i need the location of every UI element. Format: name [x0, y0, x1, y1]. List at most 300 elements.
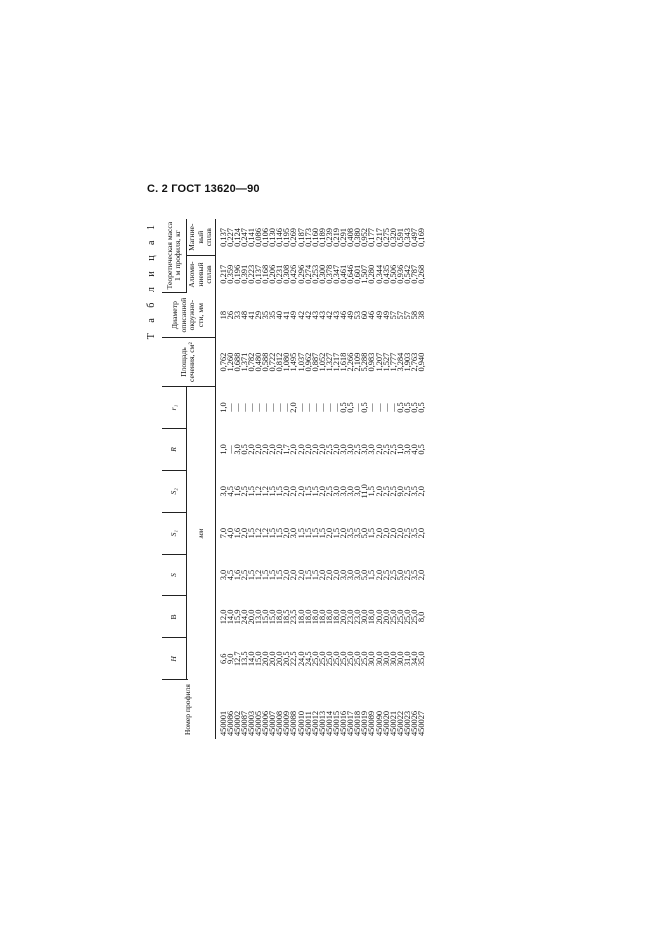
table-title: Т а б л и ц а 1: [146, 221, 157, 340]
cell-S: 3,0: [339, 569, 349, 581]
cell-magnesium: 0,227: [225, 228, 235, 247]
cell-aluminum: 0,435: [381, 264, 391, 284]
cell-H: 30,0: [395, 651, 405, 667]
cell-area: 0,940: [417, 352, 427, 372]
cell-S2: 2,0: [296, 486, 306, 497]
cell-S2: 2,5: [239, 486, 249, 497]
cell-S: 3,5: [410, 569, 420, 581]
cell-diameter: 58: [410, 310, 420, 320]
cell-diameter: 57: [402, 310, 412, 320]
cell-S2: 2,5: [402, 486, 412, 497]
cell-R: 3,0: [367, 444, 377, 455]
cell-H: 14,0: [246, 651, 256, 667]
cell-S2: 2,0: [417, 486, 427, 497]
cell-aluminum: 0,206: [268, 264, 278, 284]
cell-S1: 3,5: [410, 527, 420, 539]
cell-diameter: 48: [239, 310, 249, 320]
cell-R: 2,0: [253, 444, 263, 455]
cell-diameter: 42: [296, 310, 306, 320]
cell-R: —: [225, 445, 235, 454]
cell-B: 23,5: [289, 609, 299, 625]
cell-area: 0,688: [232, 352, 242, 372]
cell-S: 2,0: [324, 569, 334, 581]
cell-aluminum: 0,936: [395, 264, 405, 284]
cell-r1: —: [225, 403, 235, 412]
cell-S: 1,5: [261, 569, 271, 581]
cell-aluminum: 0,787: [410, 264, 420, 284]
cell-R: 2,0: [275, 444, 285, 455]
cell-S: 1,2: [253, 569, 263, 581]
cell-H: 25,0: [346, 651, 356, 667]
cell-r1: —: [310, 403, 320, 412]
cell-aluminum: 0,601: [353, 264, 363, 284]
cell-area: 0,782: [246, 352, 256, 372]
cell-H: 20,0: [268, 651, 278, 667]
cell-aluminum: 0,344: [374, 264, 384, 284]
cell-r1: —: [282, 403, 292, 412]
cell-B: 18,0: [296, 609, 306, 625]
cell-R: 1,0: [218, 444, 228, 455]
cell-H: 25,0: [332, 651, 341, 667]
cell-R: 3,0: [360, 444, 370, 455]
cell-r1: 0,5: [417, 402, 427, 413]
cell-number: 450011: [303, 711, 313, 736]
cell-B: 18,0: [317, 609, 327, 625]
cell-area: 0,962: [303, 352, 313, 372]
cell-H: 30,0: [374, 651, 384, 667]
cell-magnesium: 0,219: [332, 228, 341, 247]
cell-S2: 9,0: [395, 486, 405, 497]
cell-H: 30,0: [381, 651, 391, 667]
cell-H: 20,0: [261, 651, 271, 667]
table-row: [418, 219, 425, 739]
cell-B: 23,0: [353, 609, 363, 625]
cell-S1: 2,0: [374, 527, 384, 539]
cell-S1: 1,5: [332, 527, 341, 539]
cell-diameter: 49: [346, 310, 356, 320]
cell-B: 18,0: [367, 609, 377, 625]
cell-area: 3,284: [395, 352, 405, 372]
cell-r1: —: [303, 403, 313, 412]
cell-diameter: 42: [324, 310, 334, 320]
cell-B: 18,0: [310, 609, 320, 625]
cell-H: 34,0: [410, 651, 420, 667]
cell-magnesium: 0,106: [261, 228, 271, 247]
cell-S1: 2,0: [282, 527, 292, 539]
cell-B: 30,0: [360, 609, 370, 625]
cell-S: 1,5: [246, 569, 256, 581]
cell-S1: 2,0: [417, 527, 427, 539]
cell-S2: 4,5: [225, 486, 235, 497]
cell-S: 2,0: [282, 569, 292, 581]
cell-S2: 2,5: [381, 486, 391, 497]
rotated-table-content: [146, 219, 516, 739]
cell-H: 12,7: [232, 651, 242, 667]
cell-magnesium: 0,189: [317, 228, 327, 247]
cell-diameter: 43: [332, 310, 341, 320]
cell-aluminum: 0,168: [261, 264, 271, 284]
header-aluminum: Алюми-ниевый сплав: [187, 256, 216, 293]
cell-B: 13,0: [253, 609, 263, 625]
cell-number: 450010: [296, 710, 306, 736]
cell-R: 2,0: [261, 444, 271, 455]
cell-S: 2,5: [388, 569, 398, 581]
cell-magnesium: 0,497: [410, 228, 420, 247]
cell-number: 450008: [275, 710, 285, 736]
cell-H: 25,0: [353, 651, 363, 667]
cell-number: 450006: [261, 710, 271, 736]
cell-magnesium: 0,124: [232, 228, 242, 247]
cell-r1: —: [253, 403, 263, 412]
cell-number: 450020: [381, 710, 391, 736]
cell-diameter: 40: [275, 310, 285, 320]
cell-diameter: 46: [339, 310, 349, 320]
cell-r1: —: [261, 403, 271, 412]
cell-S: 2,0: [296, 569, 306, 581]
cell-S2: 3,0: [339, 486, 349, 497]
cell-magnesium: 0,247: [239, 228, 249, 247]
cell-magnesium: 0,320: [388, 228, 398, 247]
cell-number: 450009: [282, 710, 292, 736]
cell-S2: 3,0: [353, 486, 363, 497]
cell-aluminum: 0,426: [289, 264, 299, 284]
cell-S: 2,0: [374, 569, 384, 581]
cell-S2: 3,0: [332, 486, 341, 497]
cell-r1: —: [246, 403, 256, 412]
cell-S1: 2,0: [381, 527, 391, 539]
cell-area: 1,260: [225, 352, 235, 372]
cell-magnesium: 0,591: [395, 228, 405, 247]
cell-R: 4,0: [410, 444, 420, 455]
cell-H: 13,5: [239, 651, 249, 667]
cell-H: 20,0: [275, 651, 285, 667]
cell-S2: 1,2: [261, 486, 271, 497]
table-body: [215, 219, 425, 739]
header-R: R: [162, 429, 187, 471]
cell-aluminum: 0,300: [317, 264, 327, 284]
cell-area: 5,288: [360, 352, 370, 372]
cell-magnesium: 0,343: [402, 228, 412, 247]
cell-diameter: 57: [388, 310, 398, 320]
cell-r1: —: [296, 403, 306, 412]
cell-number: 450014: [324, 710, 334, 736]
cell-magnesium: 0,169: [417, 228, 427, 247]
cell-r1: —: [275, 403, 285, 412]
cell-B: 14,0: [225, 609, 235, 625]
cell-S1: 3,0: [289, 527, 299, 539]
cell-r1: —: [381, 403, 391, 412]
cell-aluminum: 0,646: [346, 264, 356, 284]
cell-R: 3,0: [232, 444, 242, 455]
cell-S1: 1,2: [253, 527, 263, 539]
cell-area: 1,207: [374, 352, 384, 372]
cell-r1: 0,5: [360, 402, 370, 413]
cell-magnesium: 0,291: [339, 228, 349, 247]
cell-R: 2,5: [324, 444, 334, 455]
cell-B: 20,0: [339, 609, 349, 625]
cell-S1: 2,0: [395, 527, 405, 539]
cell-number: 450015: [332, 710, 341, 736]
cell-H: 31,0: [402, 651, 412, 667]
profile-table: [162, 219, 425, 739]
cell-number: 450089: [367, 710, 377, 736]
cell-aluminum: 0,280: [367, 264, 377, 284]
cell-B: 20,0: [381, 609, 391, 625]
cell-S: 2,0: [317, 569, 327, 581]
header-diameter: Диаметр описанной окружно-сти, мм: [162, 293, 215, 338]
cell-S1: 1,5: [296, 527, 306, 539]
header-magnesium: Магние-вый сплав: [187, 219, 216, 256]
cell-number: 450001: [218, 710, 228, 736]
cell-magnesium: 0,195: [282, 228, 292, 247]
cell-S1: 2,0: [239, 527, 249, 539]
cell-aluminum: 1,507: [360, 264, 370, 284]
cell-S: 2,5: [239, 569, 249, 581]
cell-r1: —: [374, 403, 384, 412]
cell-number: 450023: [402, 710, 412, 736]
cell-aluminum: 0,308: [282, 264, 292, 284]
cell-diameter: 35: [261, 310, 271, 320]
cell-aluminum: 0,196: [232, 264, 242, 284]
cell-r1: 0,5: [402, 402, 412, 413]
cell-diameter: 49: [289, 310, 299, 320]
cell-number: 450027: [417, 710, 427, 736]
cell-area: 0,762: [218, 352, 228, 372]
cell-H: 6,6: [218, 653, 228, 665]
cell-number: 450022: [395, 710, 405, 736]
cell-aluminum: 0,347: [332, 264, 341, 284]
cell-diameter: 53: [353, 310, 363, 320]
cell-H: 24,0: [296, 651, 306, 667]
cell-S2: 2,0: [317, 486, 327, 497]
cell-S2: 2,0: [374, 486, 384, 497]
cell-B: 20,0: [246, 609, 256, 625]
cell-S1: 1,5: [275, 527, 285, 539]
cell-number: 450026: [410, 710, 420, 736]
cell-aluminum: 0,274: [303, 264, 313, 284]
cell-diameter: 33: [232, 310, 242, 320]
cell-magnesium: 0,275: [381, 228, 391, 247]
cell-S: 1,5: [367, 569, 377, 581]
cell-r1: —: [324, 403, 334, 412]
cell-S: 1,5: [275, 569, 285, 581]
cell-B: 8,0: [417, 611, 427, 623]
cell-magnesium: 0,160: [310, 228, 320, 247]
cell-R: 2,5: [381, 444, 391, 455]
cell-H: 25,0: [339, 651, 349, 667]
cell-diameter: 60: [360, 310, 370, 320]
cell-R: 3,0: [346, 444, 356, 455]
cell-number: 450090: [374, 710, 384, 736]
cell-S2: 1,6: [232, 486, 242, 497]
cell-area: 1,217: [332, 352, 341, 372]
cell-diameter: 38: [417, 310, 427, 320]
cell-area: 2,109: [353, 352, 363, 372]
cell-magnesium: 0,146: [275, 228, 285, 247]
cell-aluminum: 0,253: [310, 264, 320, 284]
cell-diameter: 49: [374, 310, 384, 320]
header-unit-mm: мм: [187, 387, 216, 680]
cell-R: 2,5: [353, 444, 363, 455]
cell-S: 2,0: [417, 569, 427, 581]
cell-number: 450087: [239, 710, 249, 736]
cell-S1: 5,0: [360, 527, 370, 539]
cell-B: 18,5: [282, 609, 292, 625]
cell-area: 1,903: [402, 352, 412, 372]
cell-number: 450017: [346, 710, 356, 736]
cell-B: 18,0: [303, 609, 313, 625]
cell-aluminum: 0,461: [339, 264, 349, 284]
cell-S2: 1,5: [310, 486, 320, 497]
header-number: Номер профиля: [162, 680, 215, 739]
page-header: С. 2 ГОСТ 13620—90: [147, 183, 260, 195]
cell-r1: 0,5: [339, 402, 349, 413]
cell-aluminum: 0,223: [246, 264, 256, 284]
cell-S1: 3,5: [346, 527, 356, 539]
cell-aluminum: 0,378: [324, 264, 334, 284]
header-S: S: [162, 554, 187, 596]
cell-number: 450088: [289, 710, 299, 736]
cell-aluminum: 0,506: [388, 264, 398, 284]
cell-S: 2,0: [332, 569, 341, 581]
cell-H: 25,0: [310, 651, 320, 667]
cell-R: 2,5: [388, 444, 398, 455]
header-S2: S₂: [162, 470, 187, 512]
cell-magnesium: 0,086: [253, 228, 263, 247]
cell-number: 450003: [246, 710, 256, 736]
cell-S2: 11,0: [360, 484, 370, 499]
cell-S2: 3,0: [346, 486, 356, 497]
cell-magnesium: 0,130: [268, 228, 278, 247]
header-area: Площадь сечения, см²: [162, 338, 215, 387]
cell-R: 2,0: [310, 444, 320, 455]
cell-R: 1,0: [395, 444, 405, 455]
cell-aluminum: 0,217: [218, 264, 228, 284]
cell-R: 2,0: [317, 444, 327, 455]
cell-B: 18,0: [324, 609, 334, 625]
cell-S2: 2,0: [282, 486, 292, 497]
cell-H: 24,5: [303, 651, 313, 667]
cell-r1: 1,0: [218, 402, 228, 413]
cell-diameter: 57: [395, 310, 405, 320]
cell-B: 25,0: [410, 609, 420, 625]
cell-B: 18,0: [332, 609, 341, 625]
cell-S: 1,5: [310, 569, 320, 581]
cell-R: 2,0: [374, 444, 384, 455]
cell-S2: 1,5: [303, 486, 313, 497]
cell-aluminum: 0,542: [402, 264, 412, 284]
cell-area: 1,037: [296, 352, 306, 372]
cell-area: 1,527: [381, 352, 391, 372]
cell-number: 450019: [360, 710, 370, 736]
cell-S: 3,0: [346, 569, 356, 581]
cell-B: 25,0: [402, 609, 412, 625]
cell-S1: 1,2: [261, 527, 271, 539]
cell-diameter: 43: [310, 310, 320, 320]
cell-magnesium: 0,137: [218, 228, 228, 247]
cell-magnesium: 0,952: [360, 228, 370, 247]
cell-aluminum: 0,231: [275, 264, 285, 284]
cell-H: 30,0: [367, 651, 377, 667]
cell-diameter: 49: [381, 310, 391, 320]
cell-r1: —: [367, 403, 377, 412]
cell-B: 18,0: [275, 609, 285, 625]
cell-magnesium: 0,187: [296, 228, 306, 247]
cell-diameter: 26: [225, 310, 235, 320]
cell-S2: 1,2: [253, 486, 263, 497]
cell-area: 1,327: [324, 352, 334, 372]
cell-R: 0,5: [239, 444, 249, 455]
table-row: [215, 219, 227, 739]
header-B: B: [162, 596, 187, 638]
cell-H: 20,5: [282, 651, 292, 667]
cell-r1: —: [388, 403, 398, 412]
cell-area: 2,763: [410, 352, 420, 372]
cell-H: 22,5: [289, 651, 299, 667]
cell-S: 1,5: [303, 569, 313, 581]
cell-R: 2,0: [303, 444, 313, 455]
cell-R: 2,0: [246, 444, 256, 455]
cell-B: 15,9: [232, 609, 242, 625]
cell-area: 0,983: [367, 352, 377, 372]
cell-area: 1,052: [317, 352, 327, 372]
cell-aluminum: 0,359: [225, 264, 235, 284]
cell-magnesium: 0,408: [346, 228, 356, 247]
header-r1: r₁: [162, 387, 187, 429]
cell-R: 3,0: [339, 444, 349, 455]
cell-S2: 3,0: [218, 486, 228, 497]
cell-S: 2,0: [289, 569, 299, 581]
cell-number: 450013: [317, 710, 327, 736]
cell-R: 2,0: [296, 444, 306, 455]
cell-diameter: 41: [282, 310, 292, 320]
cell-R: 2,0: [268, 444, 278, 455]
cell-diameter: 46: [367, 310, 377, 320]
header-H: H: [162, 638, 187, 680]
cell-diameter: 42: [303, 310, 313, 320]
cell-S: 4,5: [225, 569, 235, 581]
cell-r1: —: [317, 403, 327, 412]
cell-S2: 1,5: [246, 486, 256, 497]
cell-r1: 2,0: [289, 402, 299, 413]
cell-S1: 1,5: [246, 527, 256, 539]
cell-B: 24,0: [239, 609, 249, 625]
cell-magnesium: 0,177: [367, 228, 377, 247]
cell-r1: —: [239, 403, 249, 412]
cell-S2: 2,0: [289, 486, 299, 497]
cell-S2: 2,5: [388, 486, 398, 497]
cell-aluminum: 0,268: [417, 264, 427, 284]
cell-R: 2,0: [289, 444, 299, 455]
cell-S1: 1,5: [367, 527, 377, 539]
cell-H: 15,0: [253, 651, 263, 667]
cell-B: 15,0: [268, 609, 278, 625]
cell-S: 5,0: [360, 569, 370, 581]
cell-diameter: 41: [246, 310, 256, 320]
cell-r1: —: [268, 403, 278, 412]
cell-H: 25,0: [317, 651, 327, 667]
cell-r1: —: [232, 403, 242, 412]
cell-diameter: 35: [268, 310, 278, 320]
cell-S1: 7,0: [218, 527, 228, 539]
cell-magnesium: 0,380: [353, 228, 363, 247]
cell-area: 0,480: [253, 352, 263, 372]
cell-r1: —: [353, 403, 363, 412]
cell-number: 450086: [225, 710, 235, 736]
cell-R: 0,5: [417, 444, 427, 455]
cell-S2: 2,5: [324, 486, 334, 497]
cell-diameter: 18: [218, 310, 228, 320]
